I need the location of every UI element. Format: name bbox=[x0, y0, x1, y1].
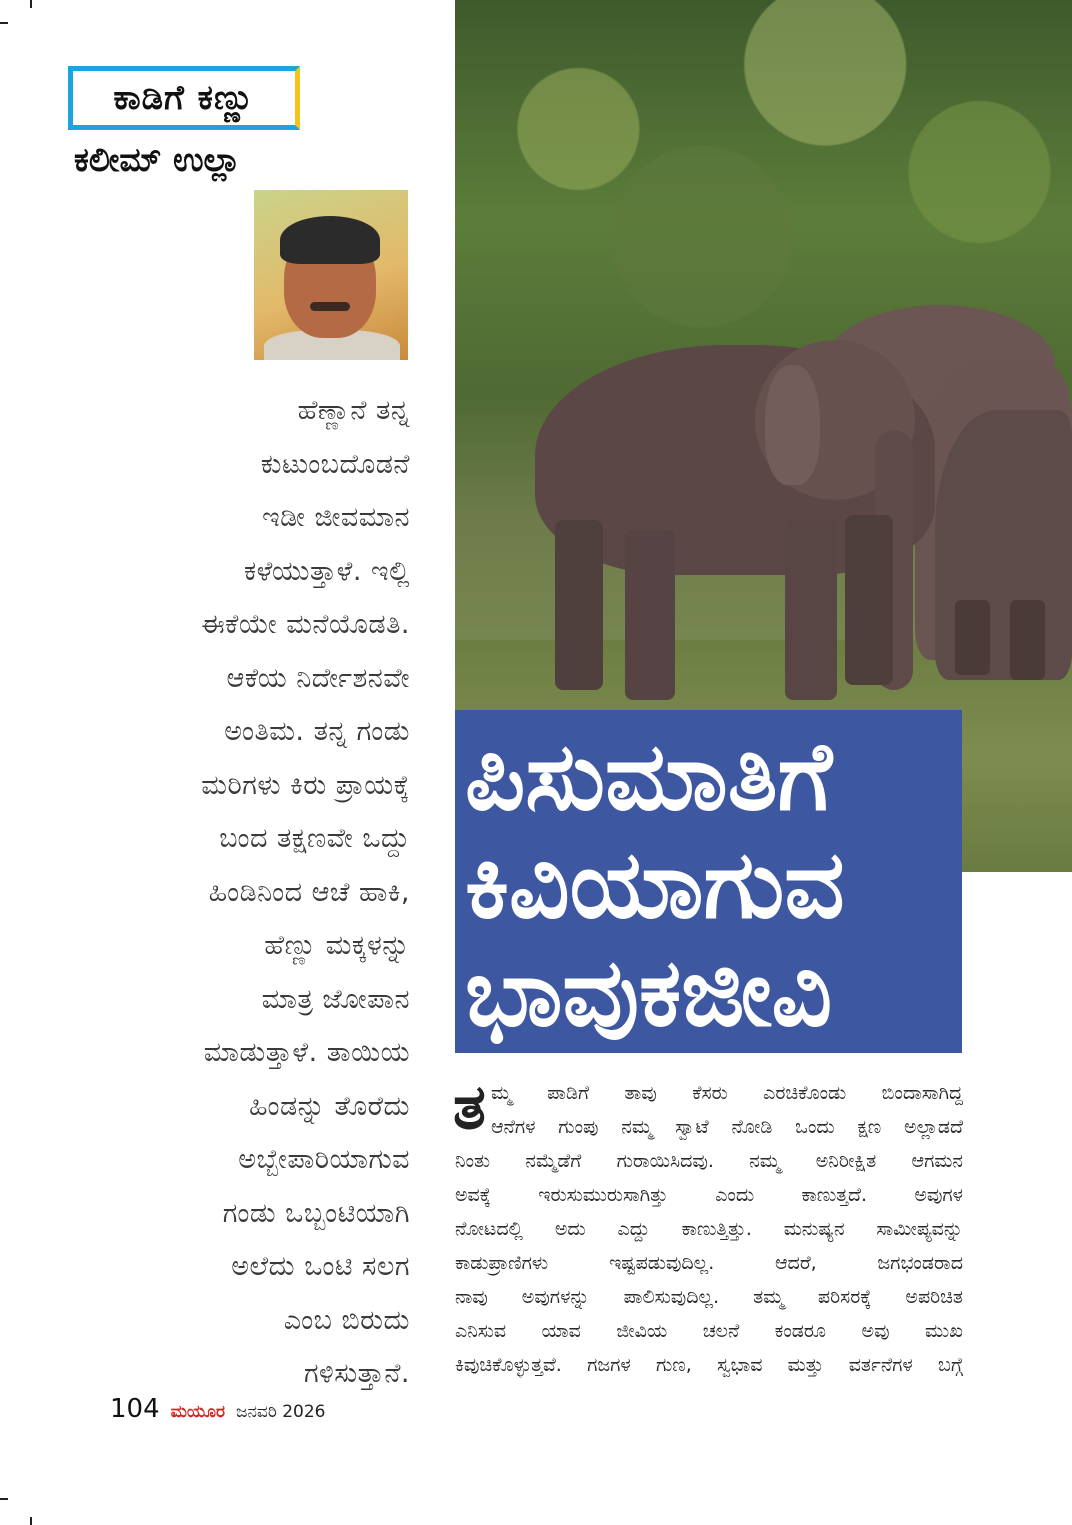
pull-quote-line: ಇಡೀ ಜೀವಮಾನ bbox=[262, 502, 410, 533]
pull-quote-line: ಮಾತ್ರ ಜೋಪಾನ bbox=[261, 983, 410, 1015]
pull-quote-line: ಹಿಂಡನ್ನು ತೊರೆದು bbox=[248, 1090, 410, 1122]
pull-quote-line: ಬಂದ ತಕ್ಷಣವೇ ಒದ್ದು bbox=[219, 823, 410, 854]
page-footer bbox=[110, 1394, 325, 1424]
page-number: 104 bbox=[110, 1394, 160, 1424]
column-label: ಕಾಡಿಗೆ ಕಣ್ಣು bbox=[113, 78, 255, 118]
pull-quote-line: ಹೆಣ್ಣು ಮಕ್ಕಳನ್ನು bbox=[264, 930, 410, 961]
headline-line: ಕಿವಿಯಾಗುವ bbox=[465, 831, 845, 940]
body-line: ಅವಕ್ಕೆ ಇರುಸುಮುರುಸಾಗಿತ್ತು ಎಂದು ಕಾಣುತ್ತದೆ. ಅವುಗಳ bbox=[455, 1184, 963, 1206]
pull-quote-line: ಆಕೆಯ ನಿರ್ದೇಶನವೇ bbox=[226, 662, 410, 694]
body-line: ನಿಂತು ನಮ್ಮೆಡೆಗೆ ಗುರಾಯಿಸಿದವು. ನಮ್ಮ ಅನಿರೀಕ್ಷಿತ ಆಗಮನ bbox=[455, 1150, 963, 1172]
pull-quote-line: ಅಲೆದು ಒಂಟಿ ಸಲಗ bbox=[231, 1251, 410, 1282]
pull-quote-line: ಮಾಡುತ್ತಾಳೆ. ತಾಯಿಯ bbox=[203, 1037, 410, 1068]
pull-quote-line: ಹೆಣ್ಣಾನೆ ತನ್ನ bbox=[297, 395, 410, 426]
pull-quote-line: ಅಂತಿಮ. ತನ್ನ ಗಂಡು bbox=[224, 716, 410, 747]
body-line: ಕಾಡುಪ್ರಾಣಿಗಳು ಇಷ್ಟಪಡುವುದಿಲ್ಲ. ಆದರೆ, ಜಗಭಂಡರಾದ bbox=[455, 1252, 963, 1274]
column-label-box bbox=[68, 66, 300, 130]
pull-quote-line: ಈಕೆಯೇ ಮನೆಯೊಡತಿ. bbox=[201, 609, 410, 640]
pull-quote-line: ಹಿಂಡಿನಿಂದ ಆಚೆ ಹಾಕಿ, bbox=[208, 876, 410, 908]
crop-mark bbox=[0, 22, 8, 24]
crop-mark bbox=[30, 1517, 32, 1525]
drop-cap: ತ bbox=[453, 1070, 486, 1143]
body-line: ಆನೆಗಳ ಗುಂಪು ನಮ್ಮ ಸ್ವಾಟೆ ನೋಡಿ ಒಂದು ಕ್ಷಣ ಅಲ್ಲಾಡದೆ bbox=[491, 1116, 963, 1138]
body-line: ನೋಟದಲ್ಲಿ ಅದು ಎದ್ದು ಕಾಣುತ್ತಿತ್ತು. ಮನುಷ್ಯನ ಸಾಮೀಪ್ಯವನ್ನು bbox=[455, 1218, 963, 1240]
body-line: ಮ್ಮ ಪಾಡಿಗೆ ತಾವು ಕೆಸರು ಎರಚಿಕೊಂಡು ಬಿಂದಾಸಾಗಿದ್ದ bbox=[491, 1082, 963, 1104]
pull-quote-line: ಮರಿಗಳು ಕಿರು ಪ್ರಾಯಕ್ಕೆ bbox=[201, 769, 410, 801]
headline-box bbox=[455, 710, 962, 1053]
pull-quote-line: ಕುಟುಂಬದೊಡನೆ bbox=[260, 448, 410, 480]
body-line: ಎನಿಸುವ ಯಾವ ಜೀವಿಯ ಚಲನೆ ಕಂಡರೂ ಅವು ಮುಖ bbox=[455, 1320, 963, 1342]
magazine-name: ಮಯೂರ bbox=[170, 1402, 225, 1422]
crop-mark bbox=[0, 1498, 8, 1500]
pull-quote-line: ಗಳಿಸುತ್ತಾನೆ. bbox=[303, 1358, 410, 1389]
crop-mark bbox=[30, 0, 32, 8]
body-line: ಕಿವುಚಿಕೊಳ್ಳುತ್ತವೆ. ಗಜಗಳ ಗುಣ, ಸ್ವಭಾವ ಮತ್ತು ವರ್ತನೆಗಳ ಬಗ್ಗೆ bbox=[455, 1354, 963, 1376]
headline-line: ಭಾವುಕಜೀವಿ bbox=[465, 939, 833, 1048]
pull-quote-line: ಕಳೆಯುತ್ತಾಳೆ. ಇಲ್ಲಿ bbox=[243, 555, 410, 587]
body-line: ನಾವು ಅವುಗಳನ್ನು ಪಾಲಿಸುವುದಿಲ್ಲ. ತಮ್ಮ ಪರಿಸರಕ್ಕೆ ಅಪರಿಚಿತ bbox=[455, 1286, 963, 1308]
headline-line: ಪಿಸುಮಾತಿಗೆ bbox=[465, 723, 833, 832]
pull-quote-line: ಗಂಡು ಒಬ್ಬಂಟಿಯಾಗಿ bbox=[222, 1197, 410, 1229]
article-body bbox=[453, 1070, 963, 1382]
pull-quote-line: ಎಂಬ ಬಿರುದು bbox=[283, 1304, 410, 1336]
author-name: ಕಲೀಮ್ ಉಲ್ಲಾ bbox=[74, 140, 241, 179]
author-portrait bbox=[254, 190, 408, 360]
issue-date: ಜನವರಿ 2026 bbox=[236, 1402, 326, 1422]
pull-quote-line: ಅಬ್ಬೇಪಾರಿಯಾಗುವ bbox=[238, 1144, 410, 1175]
pull-quote bbox=[96, 384, 410, 1401]
